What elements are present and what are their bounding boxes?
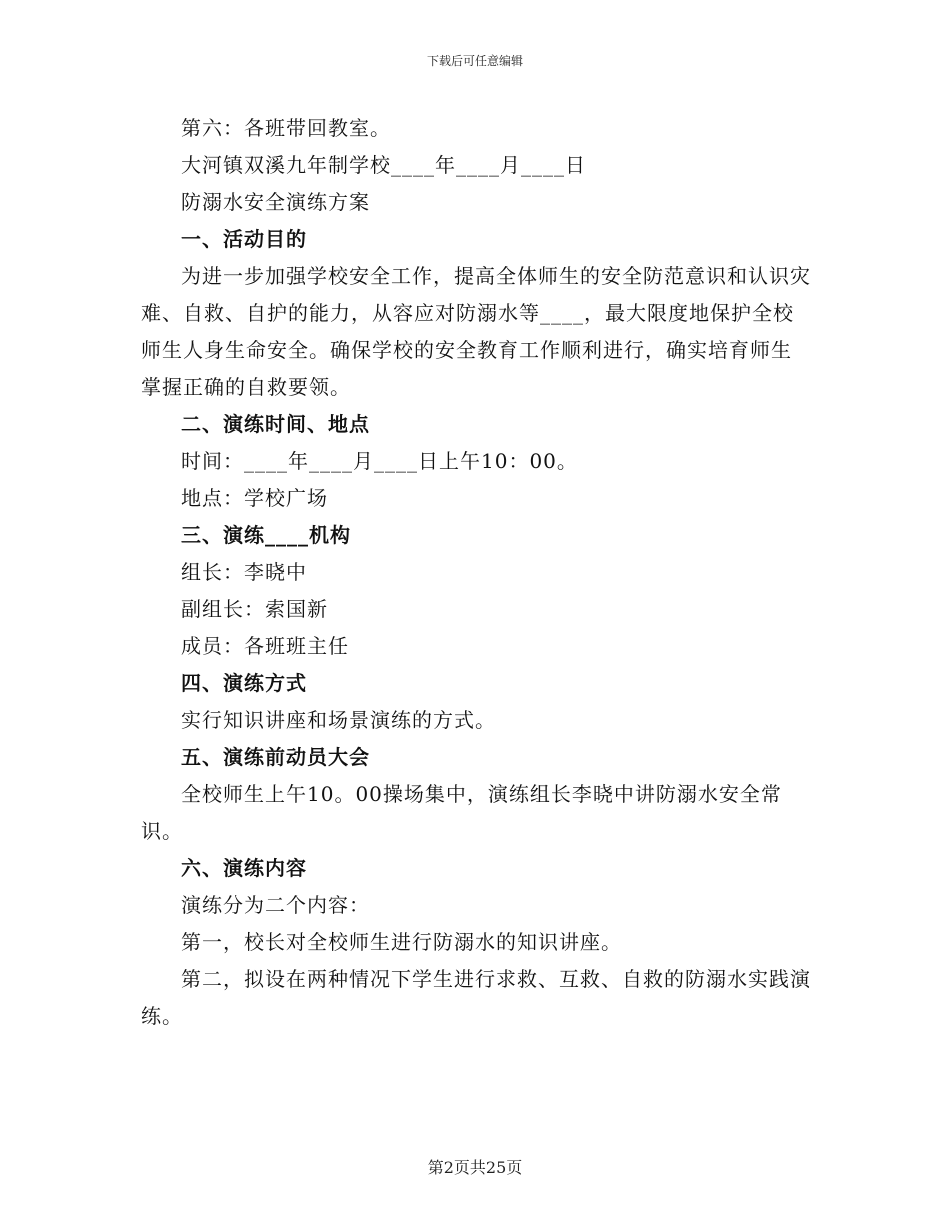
page-footer: 第2页共25页 <box>427 1158 523 1177</box>
section-heading: 二、演练时间、地点 <box>181 412 370 436</box>
paragraph: 大河镇双溪九年制学校____年____月____日 <box>181 153 586 177</box>
paragraph: 第一，校长对全校师生进行防溺水的知识讲座。 <box>181 930 622 954</box>
section-heading: 一、活动目的 <box>181 227 307 251</box>
paragraph: 实行知识讲座和场景演练的方式。 <box>181 708 496 732</box>
paragraph: 第六：各班带回教室。 <box>181 116 391 140</box>
section-heading: 六、演练内容 <box>181 856 307 880</box>
paragraph: 第二，拟设在两种情况下学生进行求救、互救、自救的防溺水实践演练。 <box>141 967 811 1028</box>
paragraph: 成员：各班班主任 <box>181 634 349 658</box>
section-heading: 四、演练方式 <box>181 671 307 695</box>
paragraph: 防溺水安全演练方案 <box>181 190 370 214</box>
document-body <box>141 110 811 1035</box>
page-header: 下载后可任意编辑 <box>426 54 523 68</box>
paragraph: 组长：李晓中 <box>181 560 307 584</box>
section-heading: 五、演练前动员大会 <box>181 745 370 769</box>
section-heading: 三、演练____机构 <box>181 523 351 547</box>
paragraph: 时间：____年____月____日上午10：00。 <box>181 449 578 473</box>
paragraph: 地点：学校广场 <box>181 486 328 510</box>
paragraph: 演练分为二个内容： <box>181 893 370 917</box>
paragraph: 全校师生上午10。00操场集中，演练组长李晓中讲防溺水安全常识。 <box>141 782 782 843</box>
paragraph: 副组长：索国新 <box>181 597 328 621</box>
paragraph: 为进一步加强学校安全工作，提高全体师生的安全防范意识和认识灾难、自救、自护的能力，从容应对防溺水等____，最大限度地保护全校师生人身生命安全。确保学校的安全教育工作顺利进行，确实培育师生掌握正确的自救要领。 <box>141 264 811 399</box>
